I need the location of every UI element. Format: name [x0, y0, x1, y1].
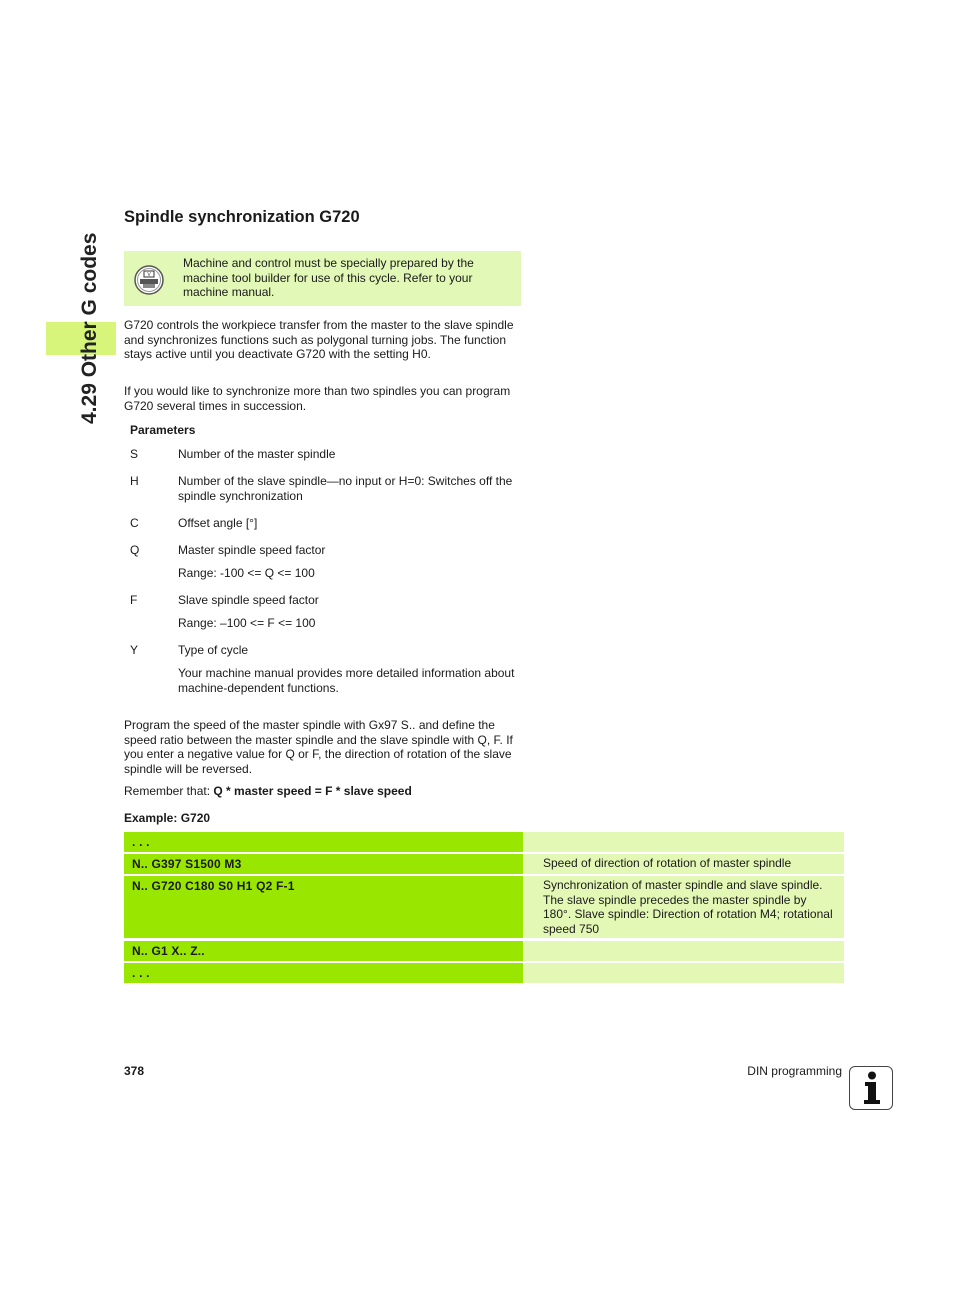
- param-label-y: Y: [130, 643, 139, 657]
- machine-note-box: [124, 251, 521, 306]
- param-label-q: Q: [130, 543, 140, 557]
- parameters-heading: Parameters: [130, 423, 196, 437]
- param-desc-f: Slave spindle speed factor: [178, 593, 319, 607]
- code-cell: . . .: [124, 963, 523, 983]
- remember-prefix: Remember that:: [124, 784, 214, 798]
- param-desc-s: Number of the master spindle: [178, 447, 336, 461]
- table-row: [124, 941, 844, 961]
- example-title: Example: G720: [124, 811, 211, 825]
- comment-cell: Synchronization of master spindle and slave spindle. The slave spindle precedes the master spindle by 180°. Slave spindle: Direction of rotation M4; rotational speed 750: [524, 876, 844, 938]
- intro-paragraph-2: If you would like to synchronize more than two spindles you can program G720 several times in succession.: [124, 384, 511, 413]
- param-desc-h: Number of the slave spindle—no input or H=0: Switches off the spindle synchronization: [178, 474, 513, 503]
- info-glyph: [850, 1067, 892, 1109]
- param-label-c: C: [130, 516, 139, 530]
- code-cell: N.. G397 S1500 M3: [124, 854, 523, 874]
- table-row: [124, 832, 844, 852]
- comment-cell: [524, 941, 844, 961]
- comment-cell: [524, 963, 844, 983]
- param-desc-y: Type of cycle: [178, 643, 249, 657]
- info-icon: [849, 1066, 893, 1110]
- side-tab-title: 4.29 Other G codes: [78, 232, 101, 424]
- remember-formula: Q * master speed = F * slave speed: [213, 784, 412, 798]
- param-extra-f: Range: –100 <= F <= 100: [178, 616, 316, 630]
- param-label-f: F: [130, 593, 138, 607]
- intro-paragraph-1: G720 controls the workpiece transfer from the master to the slave spindle and synchronizes functions such as polygonal turning jobs. The function stays active until you deactivate G720 with the setting H0.: [124, 318, 514, 361]
- chapter-name: DIN programming: [747, 1064, 842, 1078]
- table-row: [124, 876, 844, 938]
- param-extra-y: Your machine manual provides more detailed information about machine-dependent functions.: [178, 666, 515, 695]
- code-cell: N.. G720 C180 S0 H1 Q2 F-1: [124, 876, 523, 938]
- section-title: Spindle synchronization G720: [124, 208, 360, 226]
- table-row: [124, 854, 844, 874]
- param-label-h: H: [130, 474, 139, 488]
- remember-line: [124, 784, 521, 799]
- param-desc-q: Master spindle speed factor: [178, 543, 326, 557]
- param-desc-c: Offset angle [°]: [178, 516, 258, 530]
- note-text: Machine and control must be specially prepared by the machine tool builder for use of this cycle. Refer to your machine manual.: [183, 256, 474, 299]
- page-number: 378: [124, 1064, 145, 1078]
- param-extra-q: Range: -100 <= Q <= 100: [178, 566, 315, 580]
- table-row: [124, 963, 844, 983]
- svg-text:V: V: [147, 272, 151, 278]
- speed-ratio-paragraph: Program the speed of the master spindle with Gx97 S.. and define the speed ratio between the master spindle and the slave spindle with Q, F. If you enter a negative value for Q or F, the direction of rotation of the slave spindle will be reversed.: [124, 718, 513, 776]
- comment-cell: Speed of direction of rotation of master spindle: [524, 854, 844, 874]
- code-cell: N.. G1 X.. Z..: [124, 941, 523, 961]
- code-cell: . . .: [124, 832, 523, 852]
- comment-cell: [524, 832, 844, 852]
- machine-builder-icon: [134, 265, 164, 295]
- param-label-s: S: [130, 447, 139, 461]
